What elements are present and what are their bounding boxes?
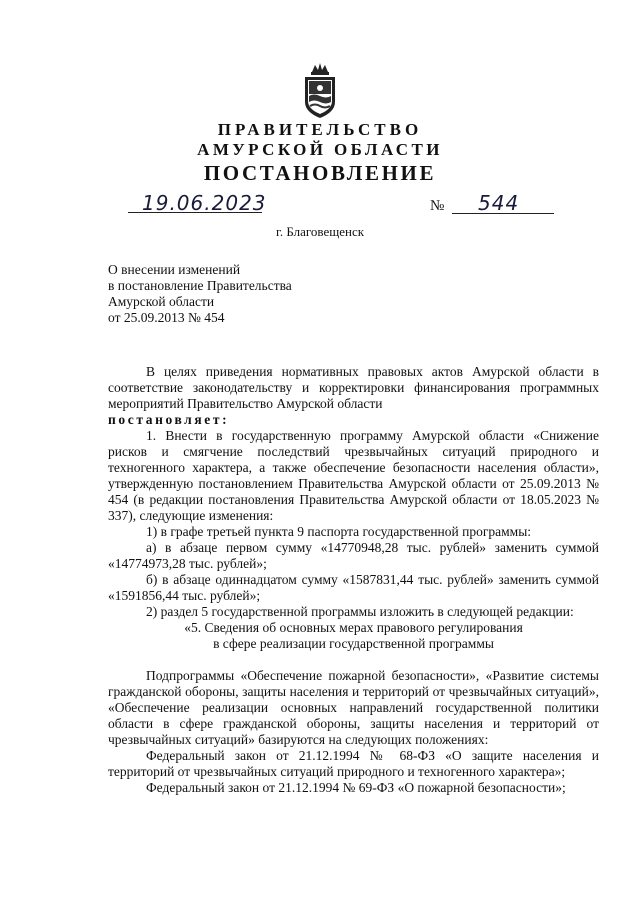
amur-region-coat-of-arms-icon (300, 62, 340, 120)
subject-line: в постановление Правительства (108, 278, 292, 293)
document-body (108, 364, 599, 796)
preamble-paragraph: В целях приведения нормативных правовых актов Амурской области в соответствие законодательству и корректировки финансирования программных мероприятий Правительство Амурской области (108, 364, 599, 411)
item-1-1-paragraph: 1) в графе третьей пункта 9 паспорта государственной программы: (146, 524, 532, 539)
document-subject (108, 262, 292, 326)
item-b-paragraph: б) в абзаце одиннадцатом сумму «1587831,44 тыс. рублей» заменить суммой «1591856,44 тыс. рублей»; (108, 572, 599, 603)
item-1-paragraph: 1. Внести в государственную программу Амурской области «Снижение рисков и смягчение последствий чрезвычайных ситуаций природного и техногенного характера, а также обеспечение безопасности населения области», утвержденную постановлением Правительства Амурской области от 25.09.2013 № 454 (в редакции постановления Правительства Амурской области от 18.05.2023 № 337), следующие изменения: (108, 428, 599, 523)
section-heading-line: в сфере реализации государственной программы (213, 636, 494, 651)
section-heading-line: «5. Сведения об основных мерах правового регулирования (184, 620, 523, 635)
subprograms-paragraph: Подпрограммы «Обеспечение пожарной безопасности», «Развитие системы гражданской обороны, защиты населения и территорий от чрезвычайных ситуаций», «Обеспечение реализации основных направлений государственной политики области в сфере гражданской обороны, защиты населения и территорий от чрезвычайных ситуаций» базируются на следующих положениях: (108, 668, 599, 747)
subject-line: от 25.09.2013 № 454 (108, 310, 225, 325)
document-number: 544 (478, 191, 520, 215)
region-title: АМУРСКОЙ ОБЛАСТИ (197, 140, 443, 159)
city-label: г. Благовещенск (275, 224, 365, 239)
document-date: 19.06.2023 (142, 191, 267, 215)
item-2-paragraph: 2) раздел 5 государственной программы изложить в следующей редакции: (146, 604, 574, 619)
number-underline (452, 213, 554, 214)
government-title: ПРАВИТЕЛЬСТВО (217, 120, 423, 139)
date-underline (128, 212, 262, 213)
document-type-title: ПОСТАНОВЛЕНИЕ (203, 161, 437, 185)
number-sign: № (430, 198, 445, 214)
subject-line: О внесении изменений (108, 262, 241, 277)
resolves-label: постановляет: (108, 412, 230, 427)
law-69-paragraph: Федеральный закон от 21.12.1994 № 69-ФЗ «О пожарной безопасности»; (146, 780, 566, 795)
item-a-paragraph: а) в абзаце первом сумму «14770948,28 тыс. рублей» заменить суммой «14774973,28 тыс. рублей»; (108, 540, 599, 571)
subject-line: Амурской области (108, 294, 215, 309)
spacer (108, 652, 599, 668)
law-68-paragraph: Федеральный закон от 21.12.1994 № 68-ФЗ «О защите населения и территорий от чрезвычайных ситуаций природного и техногенного характера»; (108, 748, 599, 779)
